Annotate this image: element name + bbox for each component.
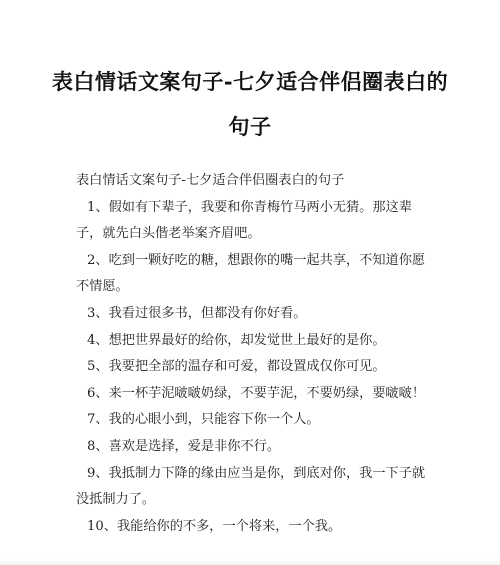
list-item: 7、我的心眼小到，只能容下你一个人。 bbox=[87, 412, 320, 428]
list-item: 4、想把世界最好的给你，却发觉世上最好的是你。 bbox=[87, 332, 386, 348]
list-item: 6、来一杯芋泥啵啵奶绿，不要芋泥，不要奶绿，要啵啵！ bbox=[87, 385, 426, 401]
list-item: 9、我抵制力下降的缘由应当是你，到底对你，我一下子就没抵制力了。 bbox=[76, 465, 426, 508]
article-body bbox=[76, 168, 436, 540]
list-item: 3、我看过很多书，但都没有你好看。 bbox=[87, 305, 307, 321]
list-item: 10、我能给你的不多，一个将来，一个我。 bbox=[87, 518, 342, 534]
list-item: 1、假如有下辈子，我要和你青梅竹马两小无猜。那这辈子，就先白头偕老举案齐眉吧。 bbox=[76, 199, 412, 242]
list-item: 5、我要把全部的温存和可爱，都设置成仅你可见。 bbox=[87, 359, 386, 375]
article-title-line-1: 表白情话文案句子-七夕适合伴侣圈表白的 bbox=[51, 69, 449, 94]
list-item: 8、喜欢是选择，爱是非你不行。 bbox=[87, 438, 281, 454]
article-intro: 表白情话文案句子-七夕适合伴侣圈表白的句子 bbox=[76, 173, 345, 188]
page-bottom-edge bbox=[0, 559, 500, 565]
list-item: 2、吃到一颗好吃的糖，想跟你的嘴一起共享，不知道你愿不情愿。 bbox=[76, 252, 426, 295]
article-title-line-2: 句子 bbox=[228, 114, 272, 139]
